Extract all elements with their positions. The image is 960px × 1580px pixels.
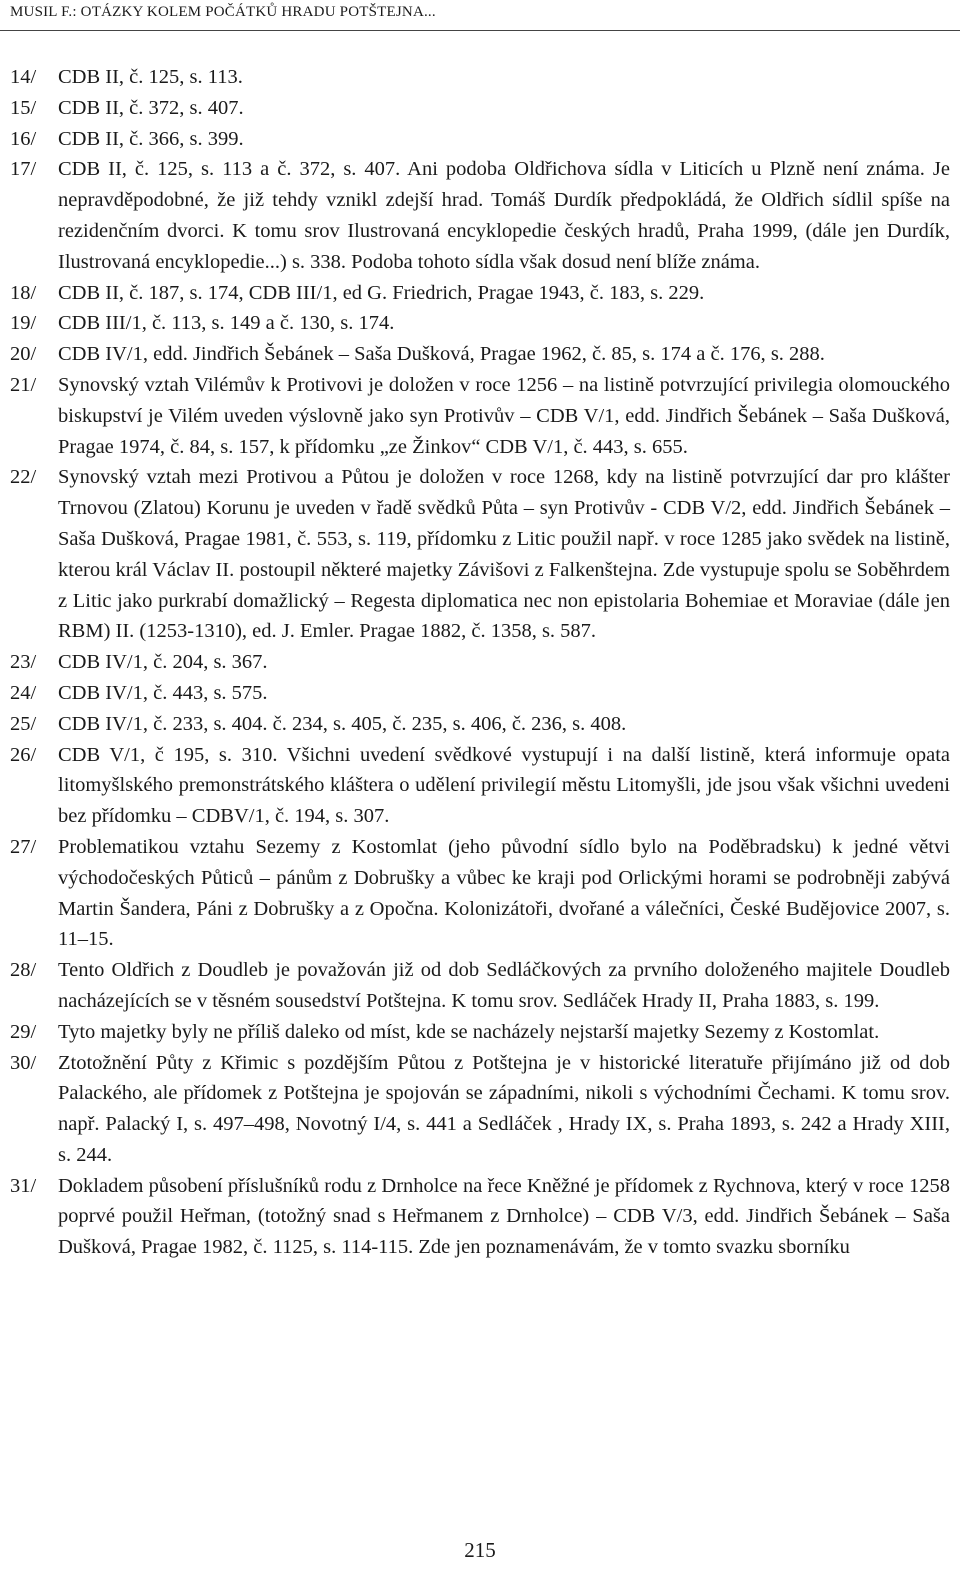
footnote-text: Ztotožnění Půty z Křimic s pozdějším Půtou z Potštejna je v historické literatuře přijímáno již od dob Palackého, ale přídomek z Potštejna je spojován se západními, nikoli s východními Čechami. K tomu srov. např. Palacký I, s. 497–498, Novotný I/4, s. 441 a Sedláček , Hrady IX, s. Praha 1893, s. 242 a Hrady XIII, s. 244. xyxy=(58,1051,950,1166)
footnote-item xyxy=(10,1048,950,1171)
footnote-text: CDB II, č. 125, s. 113. xyxy=(58,66,243,88)
footnotes-list xyxy=(10,62,950,1263)
footnote-item xyxy=(10,832,950,955)
footnote-item xyxy=(10,124,950,155)
footnote-item xyxy=(10,308,950,339)
footnote-text: Problematikou vztahu Sezemy z Kostomlat (jeho původní sídlo bylo na Poděbradsku) k jedné větvi východočeských Půticů – pánům z Dobrušky a vůbec ke kraji pod Orlickými horami se podrobněji zabývá Martin Šandera, Páni z Dobrušky a z Opočna. Kolonizátoři, dvořané a válečníci, České Budějovice 2007, s. 11–15. xyxy=(58,835,950,951)
footnote-item xyxy=(10,678,950,709)
footnote-text: Tento Oldřich z Doudleb je považován již od dob Sedláčkových za prvního doloženého majitele Doudleb nacházejících se v těsném sousedství Potštejna. K tomu srov. Sedláček Hrady II, Praha 1883, s. 199. xyxy=(58,959,950,1012)
footnote-text: CDB IV/1, č. 233, s. 404. č. 234, s. 405, č. 235, s. 406, č. 236, s. 408. xyxy=(58,712,627,735)
footnote-text: Synovský vztah Vilémův k Protivovi je doložen v roce 1256 – na listině potvrzující privilegia olomouckého biskupství je Vilém uveden výslovně jako syn Protivův – CDB V/1, edd. Jindřich Šebánek – Saša Dušková, Pragae 1974, č. 84, s. 157, k přídomku „ze Žinkov“ CDB V/1, č. 443, s. 655. xyxy=(58,373,950,458)
footnote-number: 17/ xyxy=(10,158,37,181)
footnote-text: Dokladem působení příslušníků rodu z Drnholce na řece Kněžné je přídomek z Rychnova, který v roce 1258 poprvé použil Heřman, (totožný snad s Heřmanem z Drnholce) – CDB V/3, edd. Jindřich Šebánek – Saša Dušková, Pragae 1982, č. 1125, s. 114-115. Zde jen poznamenávám, že v tomto svazku sborníku xyxy=(58,1174,950,1259)
footnote-item xyxy=(10,740,950,832)
footnote-text: CDB IV/1, č. 204, s. 367. xyxy=(58,651,268,674)
footnote-item xyxy=(10,154,950,277)
footnote-text: CDB II, č. 125, s. 113 a č. 372, s. 407. Ani podoba Oldřichova sídla v Liticích u Plzně není známa. Je nepravděpodobné, že již tehdy vznikl zdejší hrad. Tomáš Durdík předpokládá, že Oldřich sídlil spíše na rezidenčním dvorci. K tomu srov Ilustrovaná encyklopedie českých hradů, Praha 1999, (dále jen Durdík, Ilustrovaná encyklopedie...) s. 338. Podoba tohoto sídla však dosud není blíže známa. xyxy=(58,158,950,273)
footnote-number: 28/ xyxy=(10,959,37,982)
footnote-number: 24/ xyxy=(10,681,37,704)
footnote-number: 26/ xyxy=(10,743,37,766)
footnote-item xyxy=(10,1017,950,1048)
footnote-number: 22/ xyxy=(10,466,37,489)
footnote-number: 29/ xyxy=(10,1020,37,1043)
footnote-number: 14/ xyxy=(10,66,37,88)
footnote-number: 30/ xyxy=(10,1051,37,1074)
footnote-number: 19/ xyxy=(10,312,37,335)
footnote-item xyxy=(10,278,950,309)
footnote-text: CDB III/1, č. 113, s. 149 a č. 130, s. 174. xyxy=(58,312,395,335)
footnote-number: 23/ xyxy=(10,651,37,674)
footnote-item xyxy=(10,647,950,678)
footnote-text: CDB II, č. 366, s. 399. xyxy=(58,127,244,150)
footnote-number: 31/ xyxy=(10,1174,37,1197)
footnote-text: CDB II, č. 372, s. 407. xyxy=(58,96,244,119)
footnote-item xyxy=(10,462,950,647)
footnote-text: CDB V/1, č 195, s. 310. Všichni uvedení svědkové vystupují i na další listině, která informuje opata litomyšlského premonstrátského kláštera o udělení privilegií městu Litomyšli, jde jsou však všichni uvedeni bez přídomku – CDBV/1, č. 194, s. 307. xyxy=(58,743,950,828)
running-head: MUSIL F.: OTÁZKY KOLEM POČÁTKŮ HRADU POTŠTEJNA... xyxy=(10,4,436,20)
footnote-number: 18/ xyxy=(10,281,37,304)
footnote-number: 15/ xyxy=(10,96,37,119)
header-rule xyxy=(0,30,960,31)
footnote-number: 16/ xyxy=(10,127,37,150)
footnote-item xyxy=(10,93,950,124)
footnote-number: 21/ xyxy=(10,373,37,396)
footnote-text: CDB II, č. 187, s. 174, CDB III/1, ed G. Friedrich, Pragae 1943, č. 183, s. 229. xyxy=(58,281,705,304)
footnote-text: Synovský vztah mezi Protivou a Půtou je doložen v roce 1268, kdy na listině potvrzující dar pro klášter Trnovou (Zlatou) Korunu je uveden v řadě svědků Půta – syn Protivův - CDB V/2, edd. Jindřich Šebánek – Saša Dušková, Pragae 1981, č. 553, s. 119, přídomku z Litic použil např. v roce 1285 jako svědek na listině, kterou král Václav II. postoupil některé majetky Závišovi z Falkenštejna. Zde vystupuje spolu se Soběhrdem z Litic jako purkrabí domažlický – Regesta diplomatica nec non epistolaria Bohemiae et Moraviae (dále jen RBM) II. (1253-1310), ed. J. Emler. Pragae 1882, č. 1358, s. 587. xyxy=(58,466,950,643)
footnote-number: 20/ xyxy=(10,343,37,366)
footnote-number: 25/ xyxy=(10,712,37,735)
footnote-text: Tyto majetky byly ne příliš daleko od míst, kde se nacházely nejstarší majetky Sezemy z Kostomlat. xyxy=(58,1020,880,1043)
footnote-number: 27/ xyxy=(10,835,37,858)
footnote-item xyxy=(10,709,950,740)
page-number: 215 xyxy=(464,1538,496,1562)
footnote-text: CDB IV/1, č. 443, s. 575. xyxy=(58,681,268,704)
footnote-item xyxy=(10,339,950,370)
footnote-item xyxy=(10,955,950,1017)
footnote-item xyxy=(10,370,950,462)
footnote-text: CDB IV/1, edd. Jindřich Šebánek – Saša Dušková, Pragae 1962, č. 85, s. 174 a č. 176, s. 288. xyxy=(58,343,825,366)
footnote-item xyxy=(10,62,950,93)
footnote-item xyxy=(10,1171,950,1263)
